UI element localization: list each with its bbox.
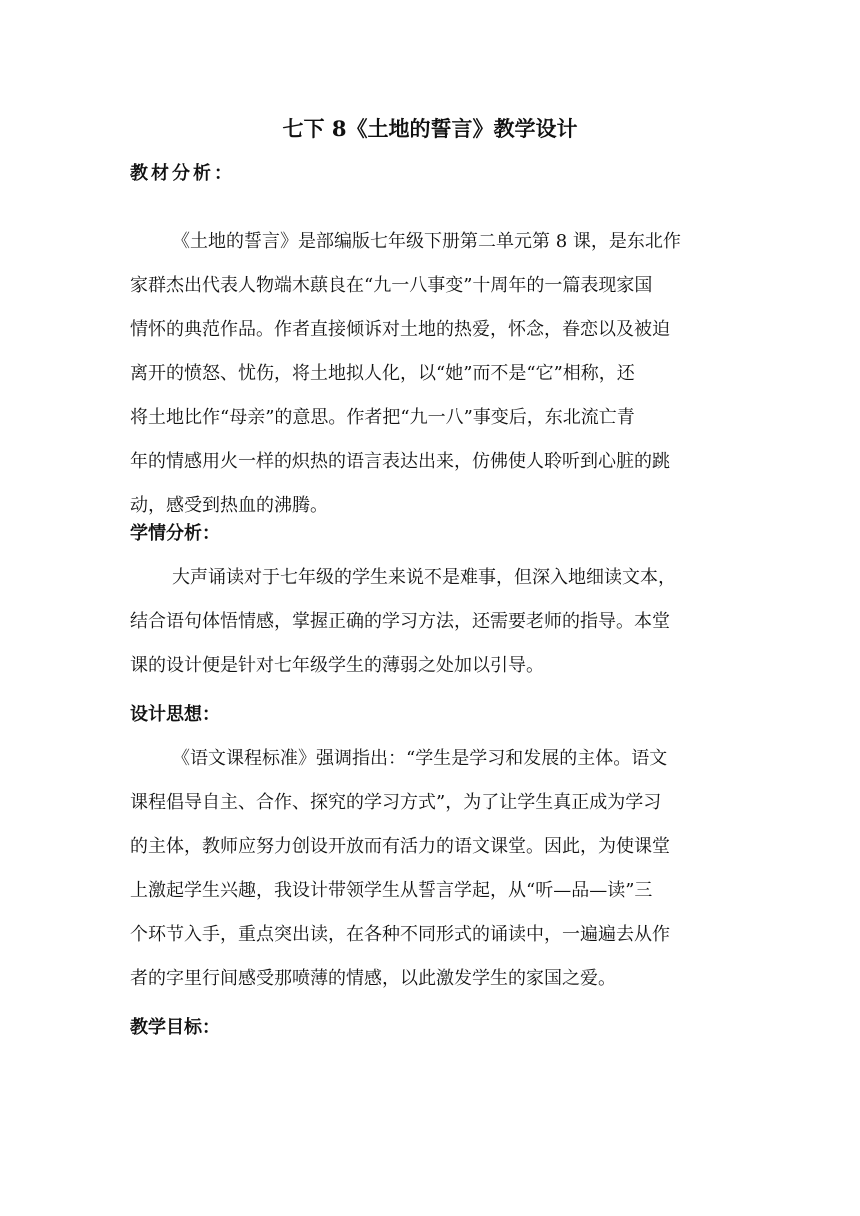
section-heading-textbook-analysis: 教材分析： xyxy=(130,163,235,184)
paragraph-line: 的主体，教师应努力创设开放而有活力的语文课堂。因此，为使课堂 xyxy=(130,836,670,857)
paragraph-line: 上激起学生兴趣，我设计带领学生从誓言学起，从“听—品—读”三 xyxy=(130,880,653,901)
paragraph-line: 《语文课程标准》强调指出：“学生是学习和发展的主体。语文 xyxy=(172,748,668,769)
paragraph-line: 情怀的典范作品。作者直接倾诉对土地的热爱，怀念，眷恋以及被迫 xyxy=(130,319,670,340)
paragraph-line: 离开的愤怒、忧伤，将土地拟人化，以“她”而不是“它”相称，还 xyxy=(130,363,635,384)
paragraph-line: 动，感受到热血的沸腾。 xyxy=(130,495,328,516)
document-title: 七下 8《土地的誓言》教学设计 xyxy=(282,116,578,141)
paragraph-line: 结合语句体悟情感，掌握正确的学习方法，还需要老师的指导。本堂 xyxy=(130,611,670,632)
paragraph-line: 将土地比作“母亲”的意思。作者把“九一八”事变后，东北流亡青 xyxy=(130,407,635,428)
paragraph-line: 家群杰出代表人物端木蕻良在“九一八事变”十周年的一篇表现家国 xyxy=(130,275,653,296)
section-heading-teaching-objectives: 教学目标： xyxy=(130,1017,220,1038)
section-heading-design-thinking: 设计思想： xyxy=(130,704,220,725)
paragraph-line: 《土地的誓言》是部编版七年级下册第二单元第 8 课，是东北作 xyxy=(172,231,681,252)
paragraph-line: 课程倡导自主、合作、探究的学习方式”，为了让学生真正成为学习 xyxy=(130,792,662,813)
paragraph-line: 大声诵读对于七年级的学生来说不是难事，但深入地细读文本， xyxy=(172,567,676,588)
paragraph-line: 课的设计便是针对七年级学生的薄弱之处加以引导。 xyxy=(130,655,544,676)
paragraph-line: 年的情感用火一样的炽热的语言表达出来，仿佛使人聆听到心脏的跳 xyxy=(130,451,670,472)
paragraph-line: 者的字里行间感受那喷薄的情感，以此激发学生的家国之爱。 xyxy=(130,968,616,989)
section-heading-student-analysis: 学情分析： xyxy=(130,523,220,544)
paragraph-line: 个环节入手，重点突出读，在各种不同形式的诵读中，一遍遍去从作 xyxy=(130,924,670,945)
